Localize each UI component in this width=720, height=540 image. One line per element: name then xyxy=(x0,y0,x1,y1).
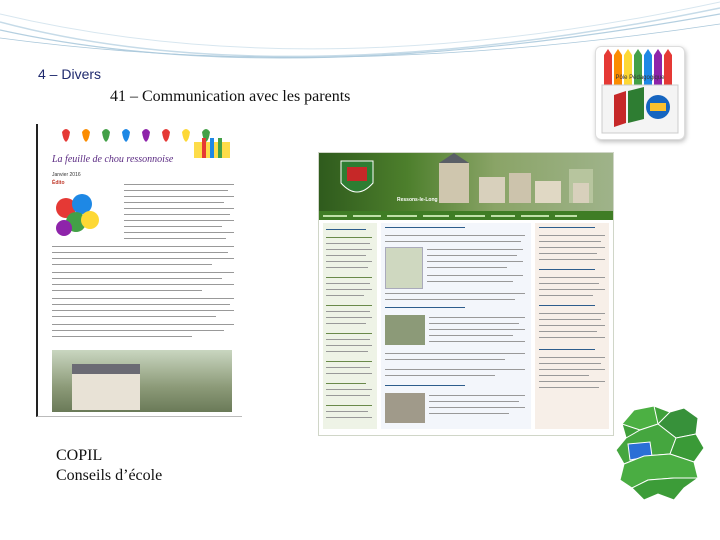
site-right-column xyxy=(535,223,609,429)
pencils-logo-icon xyxy=(596,47,684,139)
site-name: Ressons-le-Long xyxy=(397,197,438,203)
item-conseils-ecole: Conseils d’école xyxy=(56,467,163,484)
site-left-column xyxy=(323,223,377,429)
site-header xyxy=(319,153,613,211)
item-copil: COPIL xyxy=(56,447,103,464)
newsletter-title: La feuille de chou ressonnoise xyxy=(52,154,174,165)
site-main-column xyxy=(381,223,531,429)
logo-label: Pôle Pédagogique xyxy=(615,75,665,81)
newsletter-photo xyxy=(52,350,232,412)
newsletter-date: Janvier 2016 xyxy=(52,172,81,178)
colorful-hands-icon xyxy=(52,188,102,244)
site-banner-icon xyxy=(319,153,613,211)
territory-map-icon xyxy=(614,404,706,504)
pole-pedagogique-logo xyxy=(595,46,685,140)
site-nav xyxy=(319,211,613,220)
newsletter-thumbnail xyxy=(36,124,242,417)
website-thumbnail xyxy=(318,152,614,436)
newsletter-edito: Édito xyxy=(52,180,65,186)
slide-title: 41 – Communication avec les parents xyxy=(110,88,351,105)
section-title: 4 – Divers xyxy=(38,66,102,82)
